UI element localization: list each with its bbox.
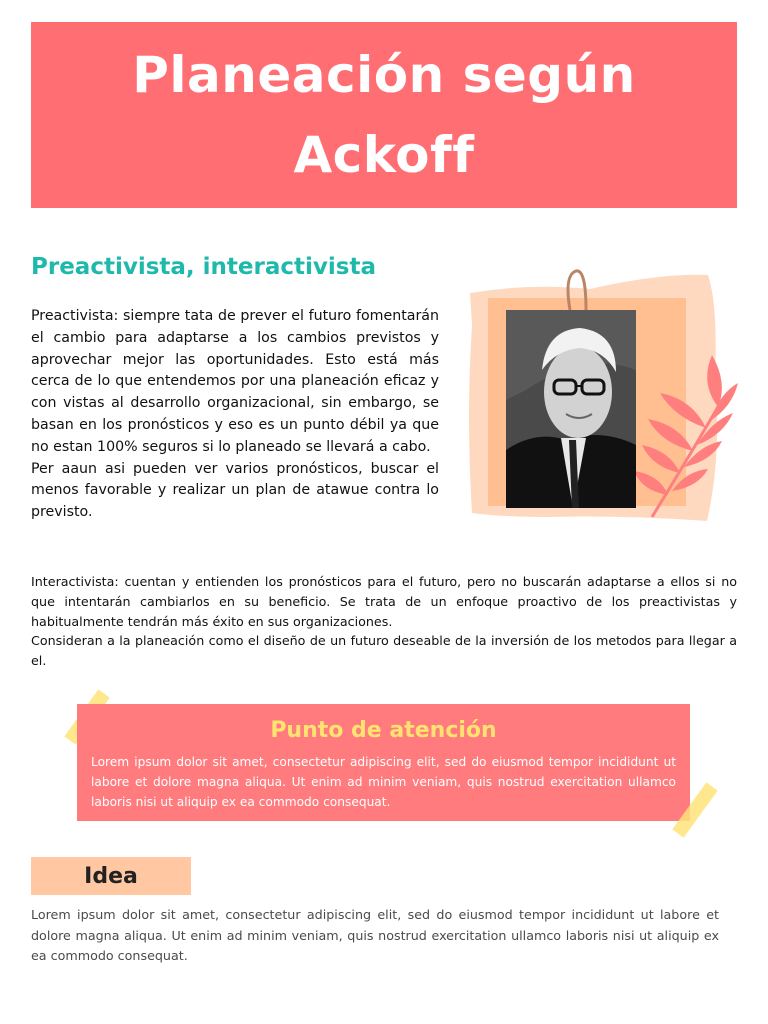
portrait-photo — [506, 310, 636, 508]
idea-tag — [31, 857, 191, 895]
page-title: Planeación según Ackoff — [132, 46, 636, 184]
attention-title: Punto de atención — [270, 718, 497, 743]
preactivista-paragraph: Per aaun asi pueden ver varios pronósticos, buscar el menos favorable y realizar un plan de atawue contra lo previsto. — [31, 460, 439, 521]
idea-body: Lorem ipsum dolor sit amet, consectetur adipiscing elit, sed do eiusmod tempor incididunt ut labore et dolore magna aliqua. Ut enim ad minim veniam, quis nostrud exercitation ullamco laboris nisi ut aliquip ex ea commodo consequat. — [31, 907, 719, 963]
portrait-frame — [460, 265, 750, 530]
title-banner — [31, 22, 737, 208]
interactivista-paragraph: Interactivista: cuentan y entienden los pronósticos para el futuro, pero no buscarán adaptarse a ellos si no que intentarán cambiarlos en su beneficio. Se trata de un enfoque proactivo de los preactivistas y habitualmente tendrán más éxito en sus organizaciones. — [31, 574, 737, 629]
interactivista-text — [31, 572, 737, 671]
preactivista-paragraph: Preactivista: siempre tata de prever el futuro fomentarán el cambio para adaptarse a los cambios previstos y aprovechar mejor las oportunidades. Esto está más cerca de lo que entendemos por una planeación eficaz y con vistas al desarrollo organizacional, sin embargo, se basan en los pronósticos y eso es un punto débil ya que no estan 100% seguros si lo planeado se llevará a cabo. — [31, 308, 439, 455]
attention-body: Lorem ipsum dolor sit amet, consectetur adipiscing elit, sed do eiusmod tempor incididunt ut labore et dolore magna aliqua. Ut enim ad minim veniam, quis nostrud exercitation ullamco laboris nisi ut aliquip ex ea commodo consequat. — [91, 755, 676, 809]
attention-card — [77, 704, 690, 821]
preactivista-text — [31, 306, 439, 524]
idea-label: Idea — [84, 863, 138, 889]
interactivista-paragraph: Consideran a la planeación como el diseño de un futuro deseable de la inversión de los metodos para llegar a el. — [31, 633, 737, 669]
section-heading: Preactivista, interactivista — [31, 254, 376, 280]
